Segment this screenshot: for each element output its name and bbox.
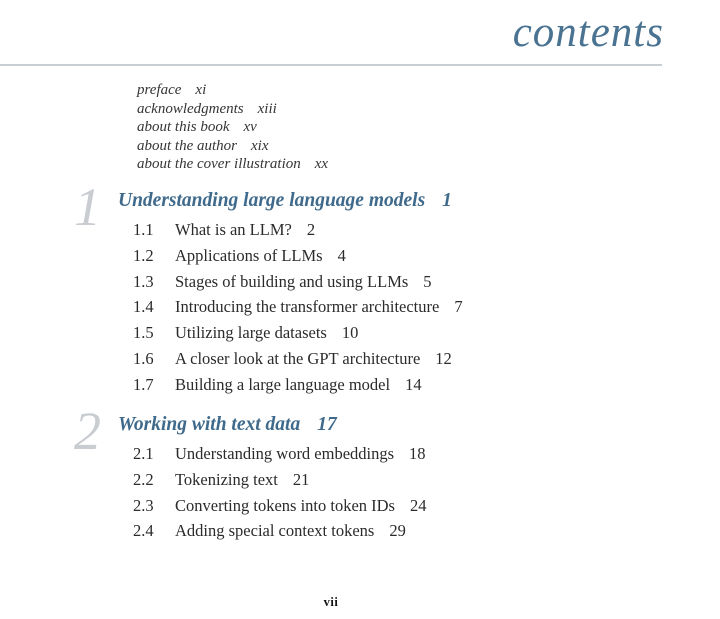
section-page-number: 14 [405, 374, 422, 394]
toc-section-1-5[interactable] [133, 320, 700, 346]
page-footer [0, 595, 662, 610]
chapter-block-2 [0, 401, 700, 544]
section-page-number: 29 [389, 521, 406, 541]
toc-section-2-1[interactable] [133, 441, 700, 467]
section-number: 1.3 [133, 271, 154, 291]
toc-section-2-2[interactable] [133, 467, 700, 493]
section-title: Adding special context tokens [175, 521, 375, 541]
section-title: Understanding word embeddings [175, 444, 395, 463]
toc-entry-about-the-author[interactable] [137, 137, 328, 156]
toc-entry-page-number: xix [251, 137, 269, 154]
toc-entry-label: acknowledgments [137, 100, 244, 117]
toc-entry-page-number: xx [314, 156, 329, 173]
toc-entry-page-number: xi [195, 82, 207, 98]
chapter-title: Understanding large language models [118, 190, 426, 211]
section-title: Tokenizing text [175, 469, 278, 489]
chapter-page-number: 1 [442, 190, 452, 211]
toc-section-2-3[interactable] [133, 493, 700, 519]
toc-section-1-6[interactable] [133, 346, 700, 372]
toc-section-1-4[interactable] [133, 294, 700, 320]
section-title: A closer look at the GPT architecture [175, 348, 421, 368]
section-page-number: 24 [409, 495, 427, 515]
section-title: Utilizing large datasets [175, 323, 327, 343]
toc-entry-label: about the author [137, 137, 237, 154]
toc-entry-page-number: xiii [257, 100, 277, 117]
front-matter-list [137, 81, 328, 174]
toc-entry-about-this-book[interactable] [137, 118, 328, 137]
section-page-number: 21 [292, 469, 310, 489]
section-title: Building a large language model [175, 374, 391, 394]
section-page-number: 18 [409, 444, 426, 463]
section-page-number: 7 [454, 297, 463, 317]
section-title: Introducing the transformer architecture [175, 297, 440, 317]
toc-section-1-2[interactable] [133, 243, 700, 269]
chapter-numeral: 2 [74, 401, 101, 461]
chapter-numeral: 1 [74, 177, 101, 237]
toc-entry-about-the-cover-illustration[interactable] [137, 155, 328, 174]
toc-chapter-1-heading[interactable] [118, 187, 700, 215]
section-number: 1.6 [133, 348, 154, 368]
section-number: 2.1 [133, 444, 154, 463]
section-title: Converting tokens into token IDs [175, 495, 395, 515]
section-page-number: 4 [337, 245, 346, 265]
section-number: 1.7 [133, 374, 154, 394]
toc-entry-preface[interactable] [137, 81, 328, 100]
toc-entry-label: preface [137, 82, 182, 98]
chapter-block-1 [0, 177, 700, 398]
section-title: Applications of LLMs [175, 245, 323, 265]
chapter-page-number: 17 [317, 414, 337, 435]
section-title: What is an LLM? [175, 220, 292, 239]
toc-chapter-2-heading[interactable] [118, 411, 700, 439]
header-rule [0, 64, 662, 66]
toc-section-1-3[interactable] [133, 269, 700, 295]
section-number: 1.1 [133, 220, 154, 239]
section-number: 2.4 [133, 521, 154, 541]
section-number: 1.4 [133, 297, 154, 317]
toc-entry-page-number: xv [243, 119, 257, 136]
toc-entry-acknowledgments[interactable] [137, 100, 328, 119]
section-number: 2.3 [133, 495, 154, 515]
section-number: 2.2 [133, 469, 154, 489]
toc-section-1-1[interactable] [133, 217, 700, 243]
section-number: 1.2 [133, 245, 154, 265]
toc-entry-label: about this book [137, 119, 230, 136]
section-page-number: 5 [423, 271, 432, 291]
section-number: 1.5 [133, 323, 154, 343]
toc-section-2-4[interactable] [133, 518, 700, 544]
folio-page-number: vii [323, 595, 339, 609]
section-page-number: 2 [306, 220, 316, 239]
toc-entry-label: about the cover illustration [137, 156, 301, 173]
section-title: Stages of building and using LLMs [175, 271, 409, 291]
section-page-number: 10 [341, 323, 359, 343]
section-page-number: 12 [435, 348, 452, 368]
page-title: contents [512, 9, 664, 56]
toc-section-1-7[interactable] [133, 372, 700, 398]
chapter-1-sections [133, 217, 700, 398]
chapter-title: Working with text data [118, 414, 301, 435]
chapter-2-sections [133, 441, 700, 544]
